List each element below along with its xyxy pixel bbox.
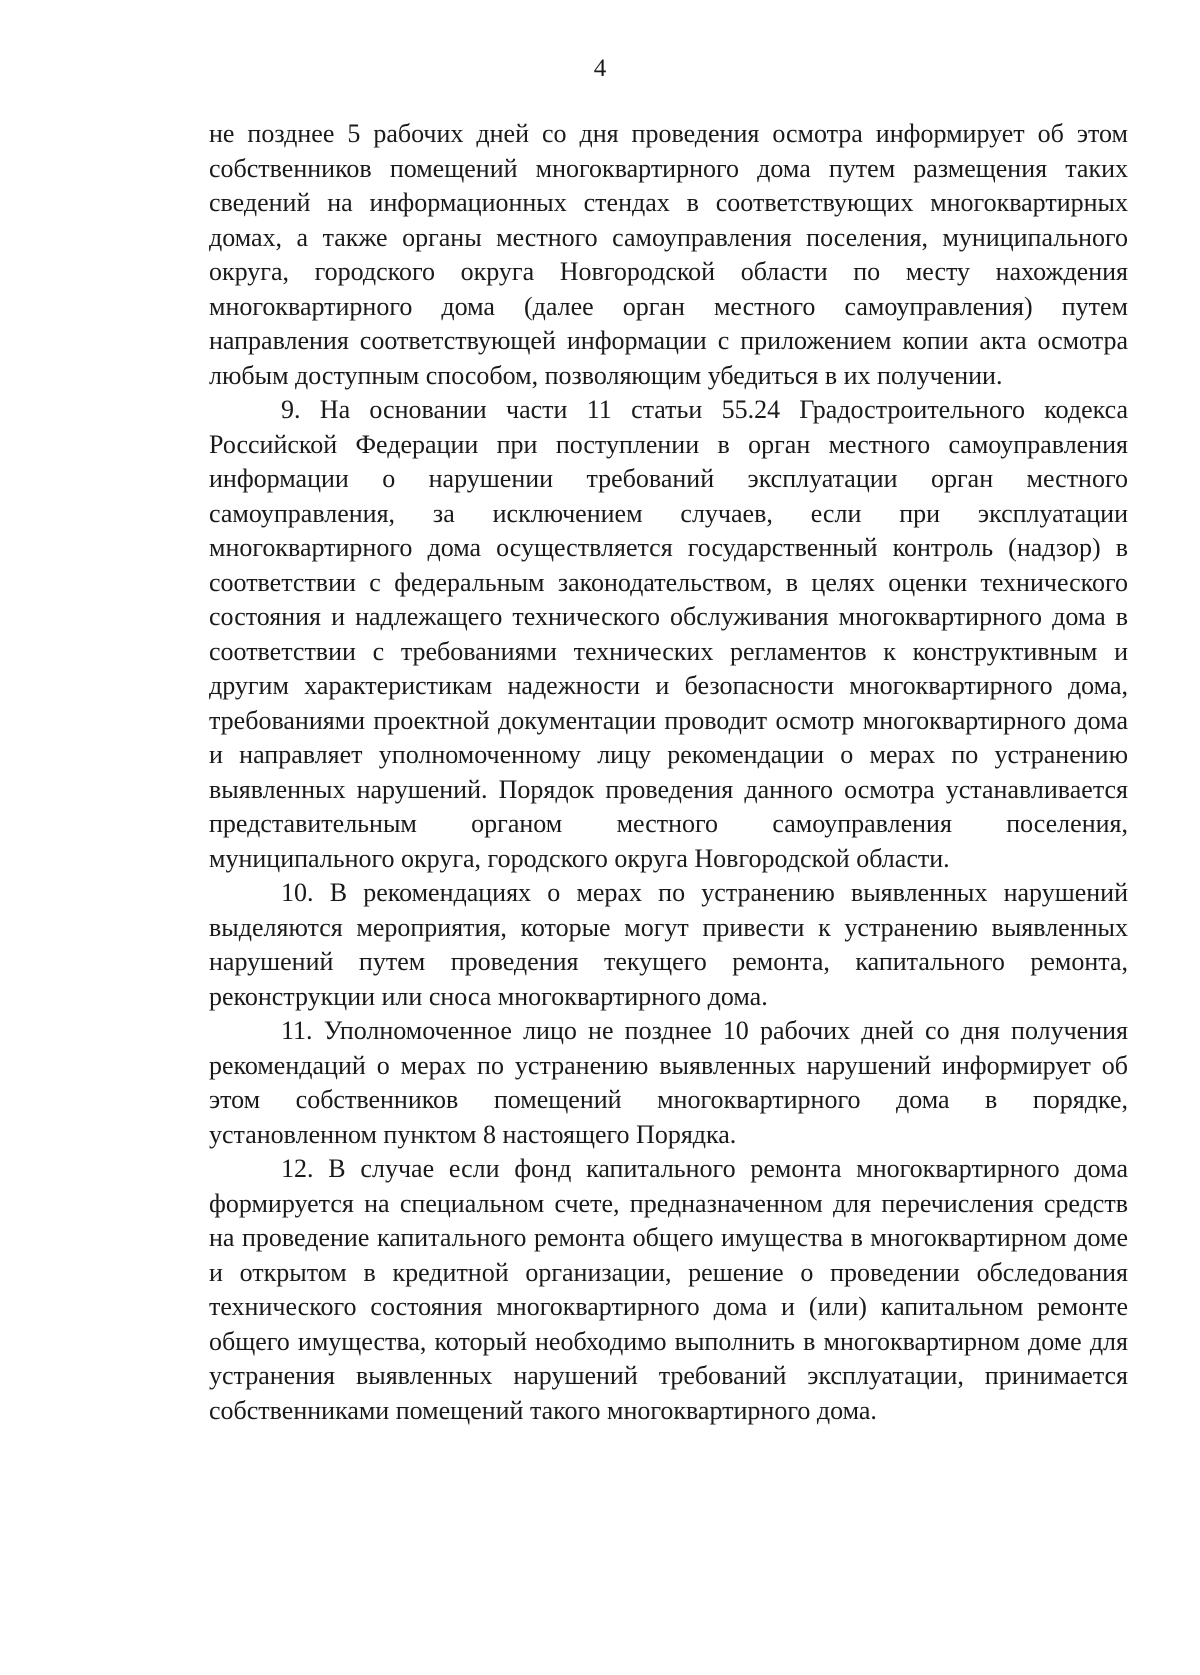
paragraph-item-11: 11. Уполномоченное лицо не позднее 10 рабочих дней со дня получения рекомендаций о мерах по устранению выявленных нарушений информирует об этом собственников помещений многоквартирного дома в порядке, установленном пунктом 8 настоящего Порядка. — [209, 1016, 1128, 1149]
paragraph-item-9: 9. На основании части 11 статьи 55.24 Градостроительного кодекса Российской Федерации при поступлении в орган местного самоуправления информации о нарушении требований эксплуатации орган местного самоуправления, за исключением случаев, если при эксплуатации многоквартирного дома осуществляется государственный контроль (надзор) в соответствии с федеральным законодательством, в целях оценки технического состояния и надлежащего технического обслуживания многоквартирного дома в соответствии с требованиями технических регламентов к конструктивным и другим характеристикам надежности и безопасности многоквартирного дома, требованиями проектной документации проводит осмотр многоквартирного дома и направляет уполномоченному лицу рекомендации о мерах по устранению выявленных нарушений. Порядок проведения данного осмотра устанавливается представительным органом местного самоуправления поселения, муниципального округа, городского округа Новгородской области. — [209, 395, 1128, 873]
paragraph-item-12: 12. В случае если фонд капитального ремонта многоквартирного дома формируется на специальном счете, предназначенном для перечисления средств на проведение капитального ремонта общего имущества в многоквартирном доме и открытом в кредитной организации, решение о проведении обследования технического состояния многоквартирного дома и (или) капитальном ремонте общего имущества, который необходимо выполнить в многоквартирном доме для устранения выявленных нарушений требований эксплуатации, принимается собственниками помещений такого многоквартирного дома. — [209, 1154, 1128, 1425]
page-number: 4 — [593, 55, 607, 82]
paragraph-continuation: не позднее 5 рабочих дней со дня проведения осмотра информирует об этом собственников помещений многоквартирного дома путем размещения таких сведений на информационных стендах в соответствующих многоквартирных домах, а также органы местного самоуправления поселения, муниципального округа, городского округа Новгородской области по месту нахождения многоквартирного дома (далее орган местного самоуправления) путем направления соответствующей информации с приложением копии акта осмотра любым доступным способом, позволяющим убедиться в их получении. — [209, 119, 1128, 390]
paragraph-item-10: 10. В рекомендациях о мерах по устранению выявленных нарушений выделяются мероприятия, которые могут привести к устранению выявленных нарушений путем проведения текущего ремонта, капитального ремонта, реконструкции или сноса многоквартирного дома. — [209, 878, 1128, 1011]
document-body — [209, 117, 1128, 1428]
